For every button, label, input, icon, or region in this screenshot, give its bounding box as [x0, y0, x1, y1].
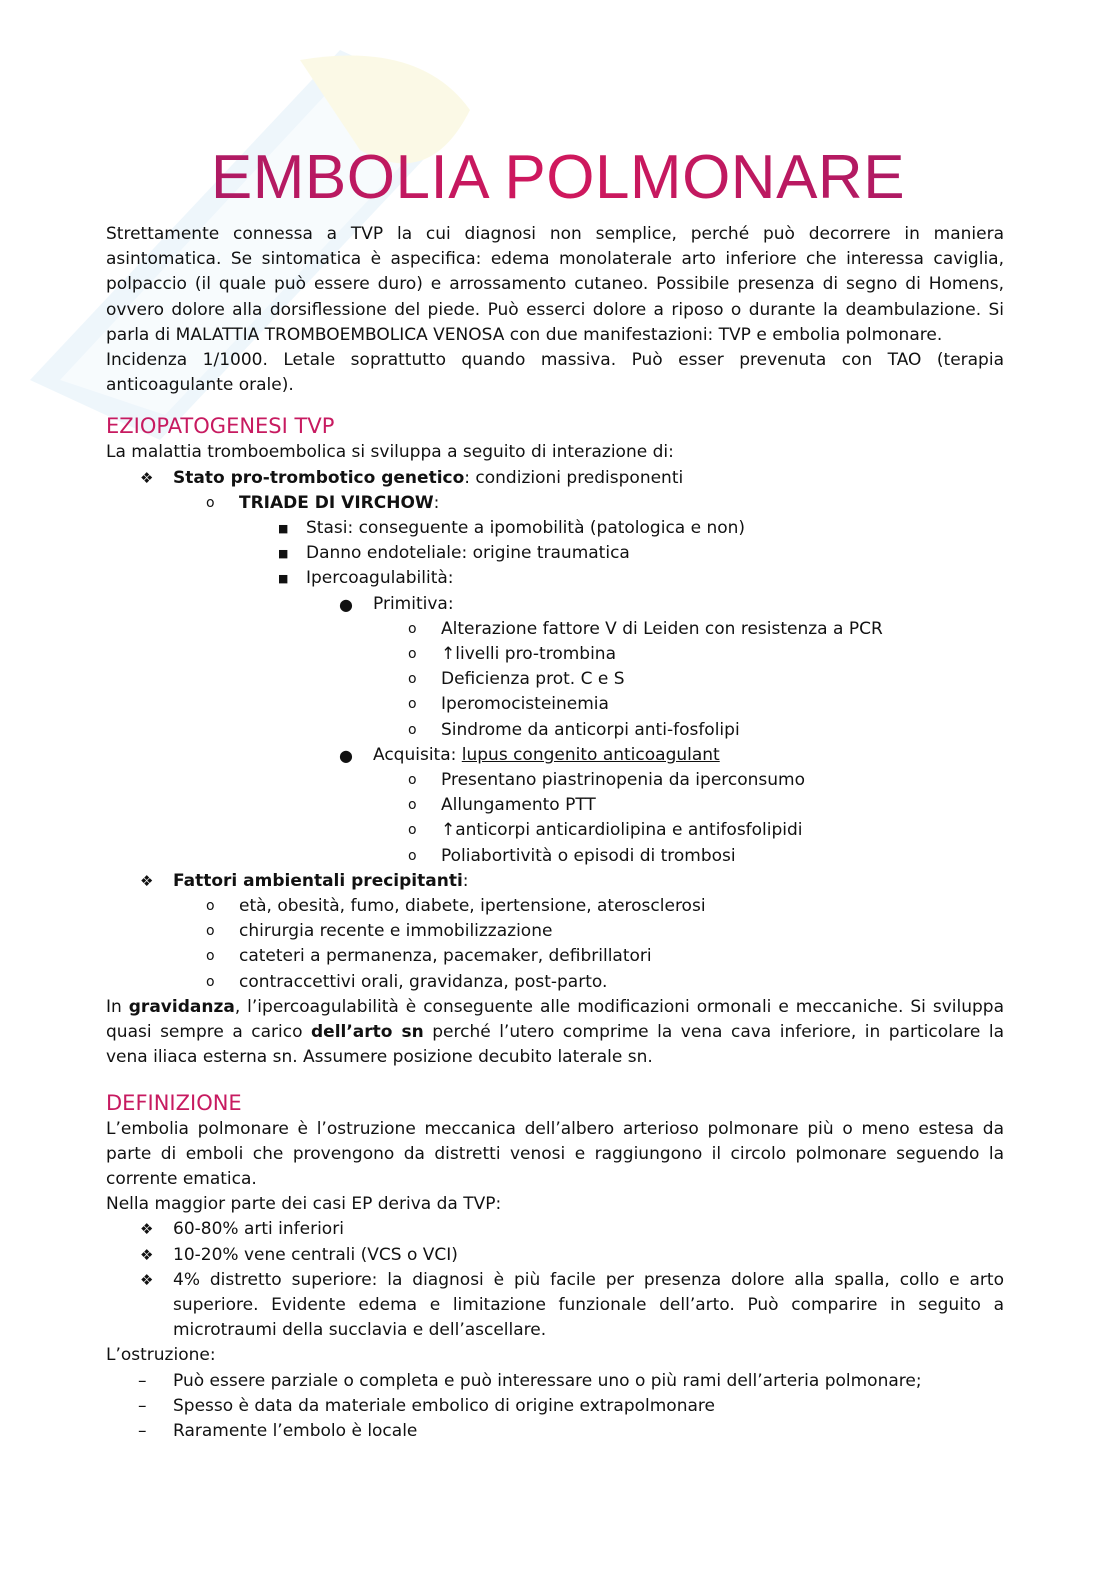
- obstruction-lead: L’ostruzione:: [106, 1345, 216, 1366]
- circle-icon: o: [408, 696, 417, 713]
- list-item: o ↑anticorpi anticardiolipina e antifosfolipidi: [106, 818, 1004, 843]
- list-item: o Presentano piastrinopenia da iperconsumo: [106, 768, 1004, 793]
- circle-icon: o: [408, 822, 417, 839]
- list-item: o contraccettivi orali, gravidanza, post-parto.: [106, 970, 1004, 995]
- document-body: [106, 222, 1004, 1444]
- dot-icon: ●: [339, 745, 353, 765]
- list-item: – Spesso è data da materiale embolico di origine extrapolmonare: [106, 1394, 1004, 1419]
- list-item: o chirurgia recente e immobilizzazione: [106, 919, 1004, 944]
- list-item: ■ Danno endoteliale: origine traumatica: [106, 541, 1004, 566]
- circle-icon: o: [408, 797, 417, 814]
- square-icon: ■: [278, 522, 289, 536]
- circle-icon: o: [206, 948, 215, 965]
- intro-paragraph-2: Incidenza 1/1000. Letale soprattutto quando massiva. Può esser prevenuta con TAO (terapia anticoagulante orale).: [106, 350, 1004, 396]
- list-item: ❖ 4% distretto superiore: la diagnosi è più facile per presenza dolore alla spalla, collo e arto superiore. Evidente edema e limitazione funzionale dell’arto. Può comparire in seguito a microtraumi della succlavia e dell’ascellare.: [140, 1269, 1004, 1341]
- etio-list: [106, 466, 1004, 995]
- diamond-icon: ❖: [140, 468, 154, 487]
- circle-icon: o: [206, 923, 215, 940]
- list-item: – Raramente l’embolo è locale: [106, 1419, 1004, 1444]
- circle-icon: o: [206, 898, 215, 915]
- definition-paragraph: L’embolia polmonare è l’ostruzione meccanica dell’albero arterioso polmonare più o meno estesa da parte di emboli che provengono da distretti venosi e raggiungono il circolo polmonare seguendo la corrente ematica.: [106, 1118, 1004, 1189]
- section-heading-definizione: DEFINIZIONE: [106, 1090, 242, 1115]
- list-item: o età, obesità, fumo, diabete, ipertensione, aterosclerosi: [106, 894, 1004, 919]
- definition-lead: Nella maggior parte dei casi EP deriva da TVP:: [106, 1194, 502, 1215]
- circle-icon: o: [408, 646, 417, 663]
- list-item: o ↑livelli pro-trombina: [106, 642, 1004, 667]
- etio-lead: La malattia tromboembolica si sviluppa a seguito di interazione di:: [106, 442, 674, 463]
- dash-icon: –: [138, 1420, 147, 1441]
- list-item: ❖ Fattori ambientali precipitanti:: [106, 869, 1004, 894]
- circle-icon: o: [408, 772, 417, 789]
- page-title: EMBOLIA POLMONARE: [0, 138, 1116, 218]
- square-icon: ■: [278, 572, 289, 586]
- list-item: ● Acquisita: lupus congenito anticoagulant: [106, 743, 1004, 768]
- circle-icon: o: [408, 721, 417, 738]
- pregnancy-paragraph: In gravidanza, l’ipercoagulabilità è conseguente alle modificazioni ormonali e meccaniche. Si sviluppa quasi sempre a carico dell’arto sn perché l’utero comprime la vena cava inferiore, in particolare la vena iliaca esterna sn. Assumere posizione decubito laterale sn.: [106, 996, 1004, 1068]
- list-item: o TRIADE DI VIRCHOW:: [106, 491, 1004, 516]
- diamond-icon: ❖: [140, 1245, 154, 1264]
- obstruction-list: [106, 1369, 1004, 1445]
- dash-icon: –: [138, 1370, 147, 1391]
- list-item: ■ Ipercoagulabilità:: [106, 566, 1004, 591]
- list-item: o cateteri a permanenza, pacemaker, defibrillatori: [106, 944, 1004, 969]
- circle-icon: o: [408, 671, 417, 688]
- list-item: ■ Stasi: conseguente a ipomobilità (patologica e non): [106, 516, 1004, 541]
- circle-icon: o: [408, 847, 417, 864]
- intro-paragraph-1: Strettamente connessa a TVP la cui diagnosi non semplice, perché può decorrere in maniera asintomatica. Se sintomatica è aspecifica: edema monolaterale arto inferiore che interessa caviglia, polpaccio (il quale può essere duro) e arrossamento cutaneo. Possibile presenza di segno di Homens, ovvero dolore alla dorsiflessione del piede. Può esserci dolore a riposo o durante la deambulazione. Si parla di MALATTIA TROMBOEMBOLICA VENOSA con due manifestazioni: TVP e embolia polmonare.: [106, 224, 1004, 345]
- section-heading-eziopatogenesi: EZIOPATOGENESI TVP: [106, 414, 335, 439]
- list-item: ❖ 10-20% vene centrali (VCS o VCI): [106, 1243, 1004, 1268]
- diamond-icon: ❖: [140, 871, 154, 890]
- definition-list: [106, 1217, 1004, 1343]
- diamond-icon: ❖: [140, 1270, 154, 1289]
- list-item: o Iperomocisteinemia: [106, 692, 1004, 717]
- list-item: ● Primitiva:: [106, 592, 1004, 617]
- list-item: ❖ 60-80% arti inferiori: [106, 1217, 1004, 1242]
- list-item: o Poliabortività o episodi di trombosi: [106, 844, 1004, 869]
- list-item: o Deficienza prot. C e S: [106, 667, 1004, 692]
- list-item: – Può essere parziale o completa e può interessare uno o più rami dell’arteria polmonare;: [106, 1369, 1004, 1394]
- list-item: ❖ Stato pro-trombotico genetico: condizioni predisponenti: [106, 466, 1004, 491]
- circle-icon: o: [206, 973, 215, 990]
- circle-icon: o: [408, 620, 417, 637]
- circle-icon: o: [206, 494, 215, 511]
- list-item: o Sindrome da anticorpi anti-fosfolipi: [106, 718, 1004, 743]
- list-item: o Allungamento PTT: [106, 793, 1004, 818]
- dash-icon: –: [138, 1395, 147, 1416]
- dot-icon: ●: [339, 594, 353, 614]
- diamond-icon: ❖: [140, 1220, 154, 1239]
- list-item: o Alterazione fattore V di Leiden con resistenza a PCR: [106, 617, 1004, 642]
- square-icon: ■: [278, 547, 289, 561]
